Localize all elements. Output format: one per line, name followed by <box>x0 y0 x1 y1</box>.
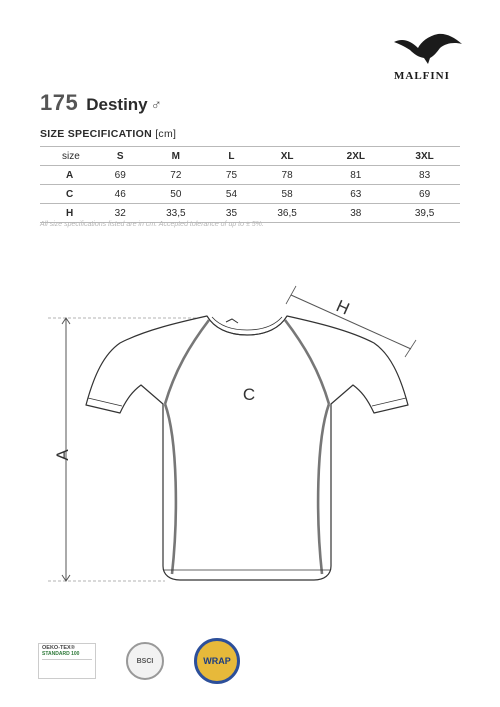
header-cell: L <box>211 147 251 166</box>
size-table <box>40 146 460 223</box>
table-cell: 35 <box>211 204 251 223</box>
oeko-standard: STANDARD 100 <box>42 650 80 657</box>
certifications <box>38 638 240 684</box>
brand-name: MALFINI <box>394 70 450 82</box>
table-cell: 69 <box>100 166 140 185</box>
table-cell: 46 <box>100 185 140 204</box>
neck-tag-icon <box>226 319 238 323</box>
label-a: A <box>53 449 72 461</box>
header-cell: size <box>40 147 100 166</box>
table-cell: 69 <box>389 185 460 204</box>
table-cell: 75 <box>211 166 251 185</box>
spec-unit: [cm] <box>155 128 177 140</box>
table-cell: 39,5 <box>389 204 460 223</box>
table-cell: 33,5 <box>140 204 211 223</box>
table-cell: 72 <box>140 166 211 185</box>
table-cell: 83 <box>389 166 460 185</box>
bsci-badge: BSCI <box>126 642 164 680</box>
tolerance-note: All size specifications listed are in cm. Accepted tolerance of up to ± 5%. <box>40 221 264 228</box>
table-row <box>40 185 460 204</box>
male-icon: ♂ <box>150 97 162 114</box>
table-row <box>40 204 460 223</box>
oeko-header: OEKO-TEX® <box>42 645 75 651</box>
garment-diagram <box>0 270 500 610</box>
table-row <box>40 166 460 185</box>
spec-title: SIZE SPECIFICATION <box>40 128 152 140</box>
wrap-badge: WRAP <box>194 638 240 684</box>
header-cell: S <box>100 147 140 166</box>
product-number: 175 <box>40 90 79 115</box>
label-c: C <box>242 385 256 404</box>
row-label: A <box>40 166 100 185</box>
table-cell: 36,5 <box>252 204 323 223</box>
oeko-tex-badge <box>38 643 96 679</box>
table-cell: 32 <box>100 204 140 223</box>
label-h: H <box>333 296 353 319</box>
product-title <box>40 90 162 116</box>
row-label: C <box>40 185 100 204</box>
header-cell: XL <box>252 147 323 166</box>
row-label: H <box>40 204 100 223</box>
table-cell: 81 <box>322 166 389 185</box>
header-cell: M <box>140 147 211 166</box>
table-cell: 58 <box>252 185 323 204</box>
oeko-fineprint <box>42 659 92 670</box>
table-cell: 63 <box>322 185 389 204</box>
malfini-logo <box>388 28 468 70</box>
table-cell: 54 <box>211 185 251 204</box>
product-name: Destiny <box>86 95 148 114</box>
table-cell: 38 <box>322 204 389 223</box>
eagle-icon <box>388 28 468 70</box>
table-cell: 78 <box>252 166 323 185</box>
tshirt-icon <box>86 316 408 580</box>
header-cell: 2XL <box>322 147 389 166</box>
table-cell: 50 <box>140 185 211 204</box>
spec-heading <box>40 128 176 140</box>
header-cell: 3XL <box>389 147 460 166</box>
table-header-row <box>40 147 460 166</box>
